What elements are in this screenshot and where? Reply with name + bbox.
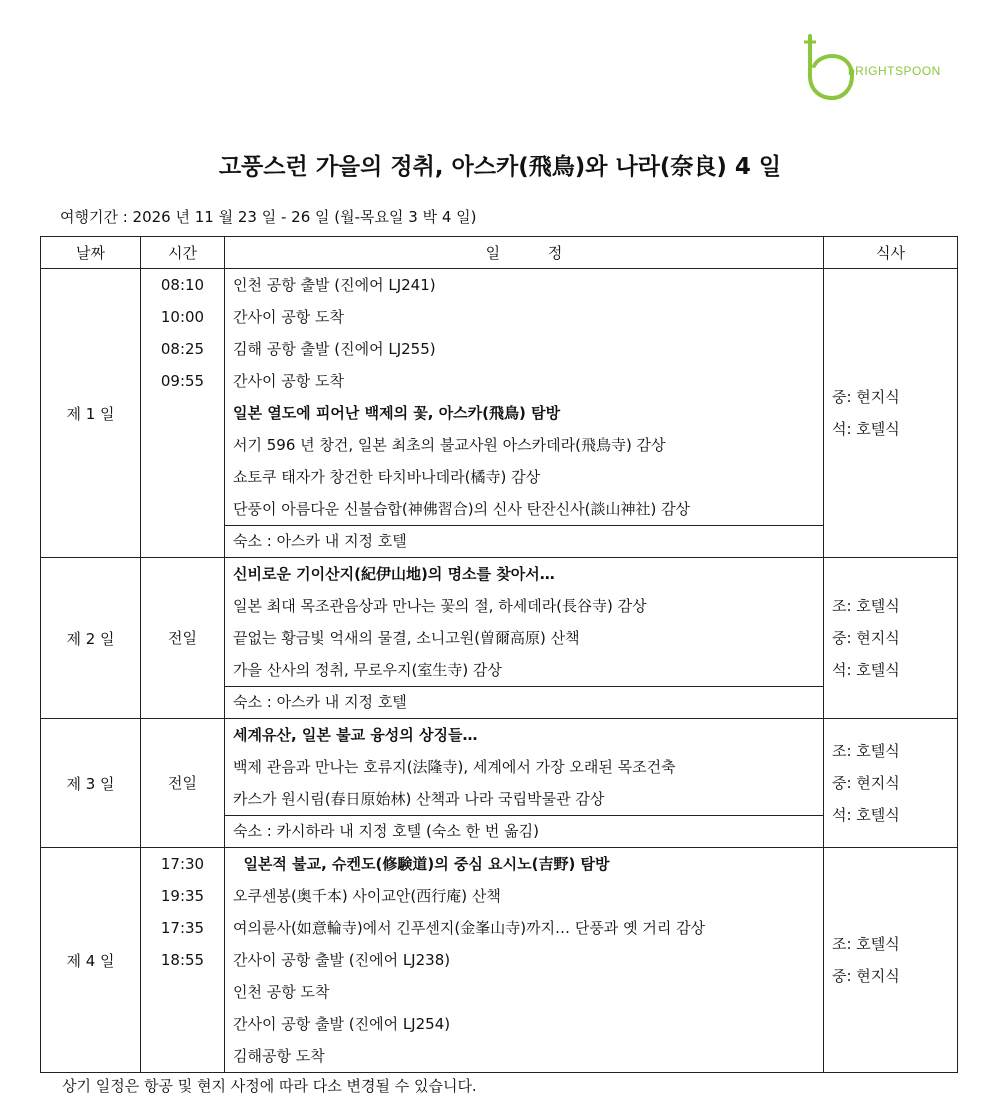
schedule-item: 단풍이 아름다운 신불습합(神佛習合)의 신사 탄잔신사(談山神社) 감상 (233, 500, 691, 518)
meal-item: 석: 호텔식 (832, 661, 900, 679)
schedule-item: 오쿠센봉(奥千本) 사이교안(西行庵) 산책 (233, 887, 501, 905)
schedule-item: 신비로운 기이산지(紀伊山地)의 명소를 찾아서… (233, 565, 555, 583)
schedule-item: 가을 산사의 정취, 무로우지(室生寺) 감상 (233, 661, 502, 679)
schedule-item: 간사이 공항 출발 (진에어 LJ238) (233, 951, 451, 969)
schedule-item: 간사이 공항 도착 (233, 372, 344, 390)
schedule-item: 일본 열도에 피어난 백제의 꽃, 아스카(飛鳥) 탐방 (233, 404, 561, 422)
day-label: 제 3 일 (41, 719, 141, 848)
time-cell (141, 558, 225, 719)
meal-cell (824, 558, 958, 719)
page-title: 고풍스런 가을의 정취, 아스카(飛鳥)와 나라(奈良) 4 일 (218, 154, 782, 180)
schedule-item: 간사이 공항 도착 (233, 308, 344, 326)
schedule-cell (225, 558, 824, 719)
disclaimer-note: 상기 일정은 항공 및 현지 사정에 따라 다소 변경될 수 있습니다. (62, 1077, 477, 1095)
day-row (41, 719, 958, 848)
lodging-info: 숙소 : 카시하라 내 지정 호텔 (숙소 한 번 옮김) (225, 815, 823, 847)
meal-item: 중: 현지식 (832, 629, 900, 647)
time-value: 17:35 (160, 919, 205, 937)
meal-item: 중: 현지식 (832, 388, 900, 406)
schedule-item: 여의륜사(如意輪寺)에서 긴푸센지(金峯山寺)까지… 단풍과 옛 거리 감상 (233, 919, 706, 937)
day-row (41, 558, 958, 719)
travel-period: 여행기간 : 2026 년 11 월 23 일 - 26 일 (월-목요일 3 박 4 일) (60, 208, 477, 226)
day-label: 제 1 일 (41, 269, 141, 558)
schedule-item: 김해 공항 출발 (진에어 LJ255) (233, 340, 436, 358)
day-row (41, 269, 958, 558)
meal-item: 조: 호텔식 (832, 597, 900, 615)
day-row (41, 848, 958, 1073)
itinerary-body (41, 269, 958, 1073)
header-date: 날짜 (41, 237, 141, 269)
brand-name: bRIGHTSPOON (848, 64, 941, 78)
schedule-item: 세계유산, 일본 불교 융성의 상징들… (233, 726, 478, 744)
meal-cell (824, 719, 958, 848)
schedule-item: 서기 596 년 창건, 일본 최초의 불교사원 아스카데라(飛鳥寺) 감상 (233, 436, 666, 454)
schedule-item: 김해공항 도착 (233, 1047, 325, 1065)
meal-item: 석: 호텔식 (832, 420, 900, 438)
time-cell (141, 269, 225, 558)
time-value: 전일 (168, 774, 197, 792)
time-value: 19:35 (160, 887, 205, 905)
itinerary-table (40, 236, 958, 1073)
schedule-cell (225, 848, 824, 1073)
day-label: 제 4 일 (41, 848, 141, 1073)
schedule-cell (225, 269, 824, 558)
schedule-item: 끝없는 황금빛 억새의 물결, 소니고원(曽爾高原) 산책 (233, 629, 580, 647)
time-value: 10:00 (160, 308, 205, 326)
meal-cell (824, 269, 958, 558)
table-header-row (41, 237, 958, 269)
schedule-item: 일본 최대 목조관음상과 만나는 꽃의 절, 하세데라(長谷寺) 감상 (233, 597, 647, 615)
schedule-item: 간사이 공항 출발 (진에어 LJ254) (233, 1015, 451, 1033)
meal-cell (824, 848, 958, 1073)
meal-item: 조: 호텔식 (832, 742, 900, 760)
header-meal: 식사 (824, 237, 958, 269)
time-value: 전일 (168, 629, 197, 647)
time-value: 09:55 (160, 372, 205, 390)
schedule-item: 일본적 불교, 슈켄도(修験道)의 중심 요시노(吉野) 탐방 (233, 855, 610, 873)
schedule-cell (225, 719, 824, 848)
time-value: 08:25 (160, 340, 205, 358)
day-label: 제 2 일 (41, 558, 141, 719)
meal-item: 조: 호텔식 (832, 935, 900, 953)
schedule-item: 카스가 원시림(春日原始林) 산책과 나라 국립박물관 감상 (233, 790, 605, 808)
schedule-item: 인천 공항 출발 (진에어 LJ241) (233, 276, 436, 294)
lodging-info: 숙소 : 아스카 내 지정 호텔 (225, 686, 823, 718)
time-cell (141, 719, 225, 848)
time-value: 18:55 (160, 951, 205, 969)
time-cell (141, 848, 225, 1073)
lodging-info: 숙소 : 아스카 내 지정 호텔 (225, 525, 823, 557)
meal-item: 중: 현지식 (832, 774, 900, 792)
meal-item: 중: 현지식 (832, 967, 900, 985)
schedule-item: 쇼토쿠 태자가 창건한 타치바나데라(橘寺) 감상 (233, 468, 541, 486)
schedule-item: 백제 관음과 만나는 호류지(法隆寺), 세계에서 가장 오래된 목조건축 (233, 758, 676, 776)
time-value: 17:30 (160, 855, 205, 873)
meal-item: 석: 호텔식 (832, 806, 900, 824)
time-value: 08:10 (160, 276, 205, 294)
schedule-item: 인천 공항 도착 (233, 983, 330, 1001)
header-schedule: 일 정 (225, 237, 824, 269)
header-time: 시간 (141, 237, 225, 269)
